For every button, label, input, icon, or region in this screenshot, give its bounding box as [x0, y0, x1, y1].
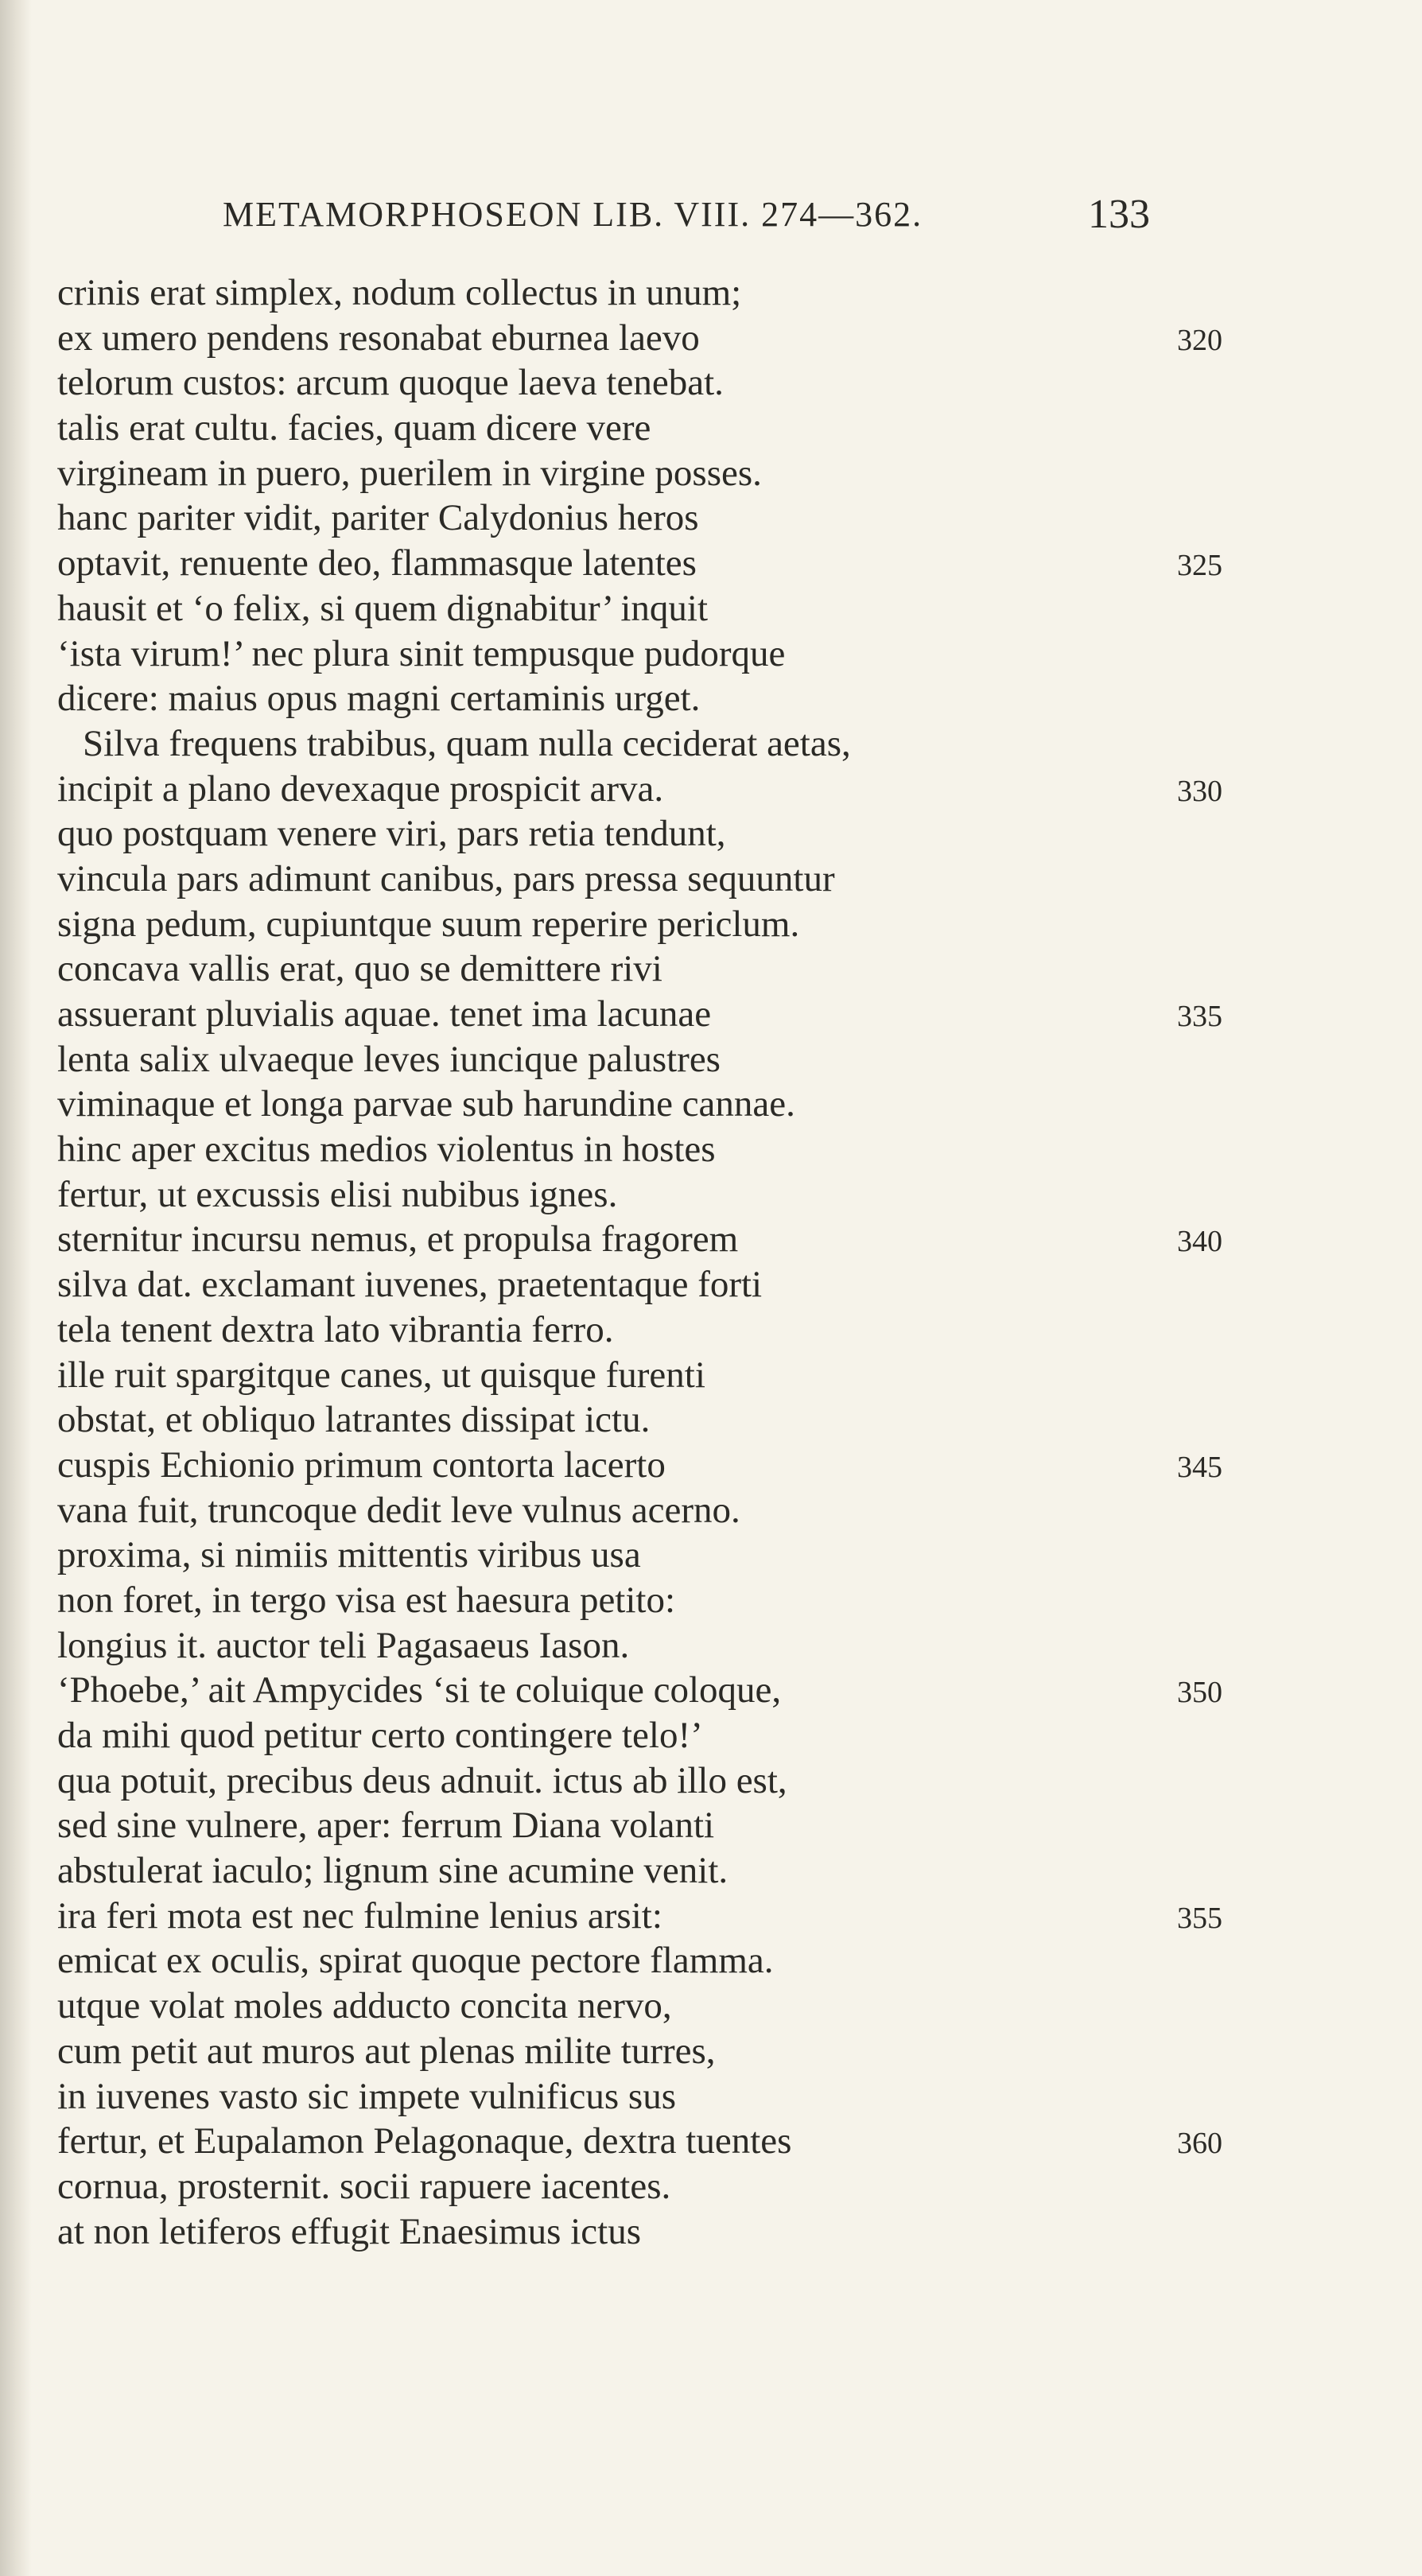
verse-line	[57, 270, 1362, 316]
verse-line	[57, 1894, 1362, 1939]
verse-line-text: cuspis Echionio primum contorta lacerto	[57, 1443, 666, 1486]
line-number: 330	[1177, 774, 1222, 808]
line-number: 320	[1177, 323, 1222, 357]
verse-line	[57, 1848, 1362, 1894]
verse-line-text: in iuvenes vasto sic impete vulnificus sus	[57, 2075, 677, 2117]
verse-line	[57, 1262, 1362, 1307]
verse-line-text: vincula pars adimunt canibus, pars pressa sequuntur	[57, 857, 835, 899]
verse-line	[57, 2209, 1362, 2255]
verse-line	[57, 1127, 1362, 1172]
verse-line	[57, 1623, 1362, 1669]
verse-line-text: da mihi quod petitur certo contingere telo!’	[57, 1715, 703, 1756]
verse-line	[57, 1533, 1362, 1578]
line-number: 335	[1177, 1000, 1222, 1033]
verse-line-text: lenta salix ulvaeque leves iuncique palustres	[57, 1038, 721, 1080]
verse-line	[57, 360, 1362, 406]
page-number: 133	[1088, 192, 1150, 237]
verse-line-text: cum petit aut muros aut plenas milite turres,	[57, 2030, 716, 2072]
verse-line-text: ex umero pendens resonabat eburnea laevo	[57, 317, 700, 359]
verse-line-text: ira feri mota est nec fulmine lenius arsit:	[57, 1894, 662, 1937]
verse-line	[57, 767, 1362, 812]
verse-line	[57, 1397, 1362, 1443]
verse-line	[57, 1488, 1362, 1533]
verse-line-text: emicat ex oculis, spirat quoque pectore flamma.	[57, 1940, 774, 1982]
verse-line	[57, 406, 1362, 451]
verse-line-text: silva dat. exclamant iuvenes, praetentaque forti	[57, 1264, 763, 1306]
verse-line	[57, 946, 1362, 992]
verse-line	[57, 857, 1362, 902]
verse-line-text: cornua, prosternit. socii rapuere iacentes.	[57, 2165, 671, 2207]
verse-line-text: abstulerat iaculo; lignum sine acumine venit.	[57, 1850, 728, 1892]
verse-line-text: viminaque et longa parvae sub harundine cannae.	[57, 1083, 795, 1125]
verse-line-text: longius it. auctor teli Pagasaeus Iason.	[57, 1624, 630, 1666]
verse-line-text: qua potuit, precibus deus adnuit. ictus ab illo est,	[57, 1759, 787, 1801]
verse-line	[57, 495, 1362, 541]
line-number: 345	[1177, 1450, 1222, 1484]
verse-line	[57, 992, 1362, 1037]
page-gutter-shadow	[0, 0, 32, 2576]
verse-line-text: ille ruit spargitque canes, ut quisque furenti	[57, 1354, 705, 1396]
verse-line	[57, 631, 1362, 677]
verse-line-text: quo postquam venere viri, pars retia tendunt,	[57, 813, 726, 855]
verse-line	[57, 1938, 1362, 1983]
verse-line-text: hanc pariter vidit, pariter Calydonius heros	[57, 497, 699, 539]
verse-line	[57, 541, 1362, 586]
verse-line-text: vana fuit, truncoque dedit leve vulnus acerno.	[57, 1489, 740, 1531]
verse-line	[57, 316, 1362, 361]
verse-line	[57, 2029, 1362, 2074]
verse-line	[57, 586, 1362, 631]
verse-line-text: non foret, in tergo visa est haesura petito:	[57, 1579, 676, 1621]
verse-line	[57, 1983, 1362, 2029]
verse-line-text: assuerant pluvialis aquae. tenet ima lacunae	[57, 993, 712, 1035]
verse-line	[57, 1578, 1362, 1623]
verse-line-text: obstat, et obliquo latrantes dissipat ictu.	[57, 1399, 651, 1441]
verse-line	[57, 1217, 1362, 1262]
verse-line	[57, 1803, 1362, 1848]
running-head: METAMORPHOSEON LIB. VIII. 274—362.	[223, 195, 923, 234]
verse-line-text: sed sine vulnere, aper: ferrum Diana volanti	[57, 1805, 715, 1847]
verse-line-text: optavit, renuente deo, flammasque latentes	[57, 542, 697, 585]
verse-line	[57, 2074, 1362, 2119]
verse-line-text: fertur, et Eupalamon Pelagonaque, dextra tuentes	[57, 2120, 792, 2162]
verse-line-text: ‘Phoebe,’ ait Ampycides ‘si te coluique coloque,	[57, 1669, 782, 1712]
verse-line	[57, 1713, 1362, 1758]
verse-line	[57, 1172, 1362, 1218]
line-number: 360	[1177, 2127, 1222, 2161]
verse-line-text: hausit et ‘o felix, si quem dignabitur’ inquit	[57, 587, 709, 629]
verse-line	[57, 1668, 1362, 1713]
verse-line	[57, 451, 1362, 496]
line-number: 340	[1177, 1225, 1222, 1259]
line-number: 325	[1177, 549, 1222, 583]
verse-line-text: ‘ista virum!’ nec plura sinit tempusque pudorque	[57, 632, 786, 674]
verse-line	[57, 2164, 1362, 2209]
verse-line-text: fertur, ut excussis elisi nubibus ignes.	[57, 1173, 618, 1215]
verse-line-text: at non letiferos effugit Enaesimus ictus	[57, 2210, 641, 2252]
verse-line-text: signa pedum, cupiuntque suum reperire periclum.	[57, 903, 800, 945]
verse-text-block	[57, 270, 1362, 2254]
verse-line	[57, 1353, 1362, 1398]
verse-line-text: incipit a plano devexaque prospicit arva.	[57, 767, 664, 810]
verse-line	[57, 676, 1362, 721]
verse-line-text: telorum custos: arcum quoque laeva tenebat.	[57, 362, 724, 404]
verse-line-text: hinc aper excitus medios violentus in hostes	[57, 1129, 716, 1171]
verse-line-text: virgineam in puero, puerilem in virgine posses.	[57, 452, 762, 494]
verse-line	[57, 1082, 1362, 1127]
verse-line	[57, 2119, 1362, 2164]
verse-line-text: Silva frequens trabibus, quam nulla ceciderat aetas,	[83, 722, 851, 764]
verse-line-text: concava vallis erat, quo se demittere rivi	[57, 948, 662, 990]
verse-line-text: talis erat cultu. facies, quam dicere vere	[57, 407, 651, 449]
verse-line	[57, 811, 1362, 857]
verse-line-text: proxima, si nimiis mittentis viribus usa	[57, 1534, 641, 1576]
verse-line-text: dicere: maius opus magni certaminis urget.	[57, 678, 701, 720]
verse-line-text: tela tenent dextra lato vibrantia ferro.	[57, 1308, 614, 1350]
verse-line	[57, 1037, 1362, 1082]
verse-line	[57, 721, 1362, 767]
verse-line	[57, 902, 1362, 947]
verse-line	[57, 1307, 1362, 1353]
verse-line-text: sternitur incursu nemus, et propulsa fragorem	[57, 1218, 739, 1261]
verse-line-text: utque volat moles adducto concita nervo,	[57, 1985, 672, 2027]
verse-line-text: crinis erat simplex, nodum collectus in unum;	[57, 272, 742, 313]
line-number: 355	[1177, 1901, 1222, 1935]
line-number: 350	[1177, 1676, 1222, 1710]
verse-line	[57, 1443, 1362, 1488]
verse-line	[57, 1758, 1362, 1804]
